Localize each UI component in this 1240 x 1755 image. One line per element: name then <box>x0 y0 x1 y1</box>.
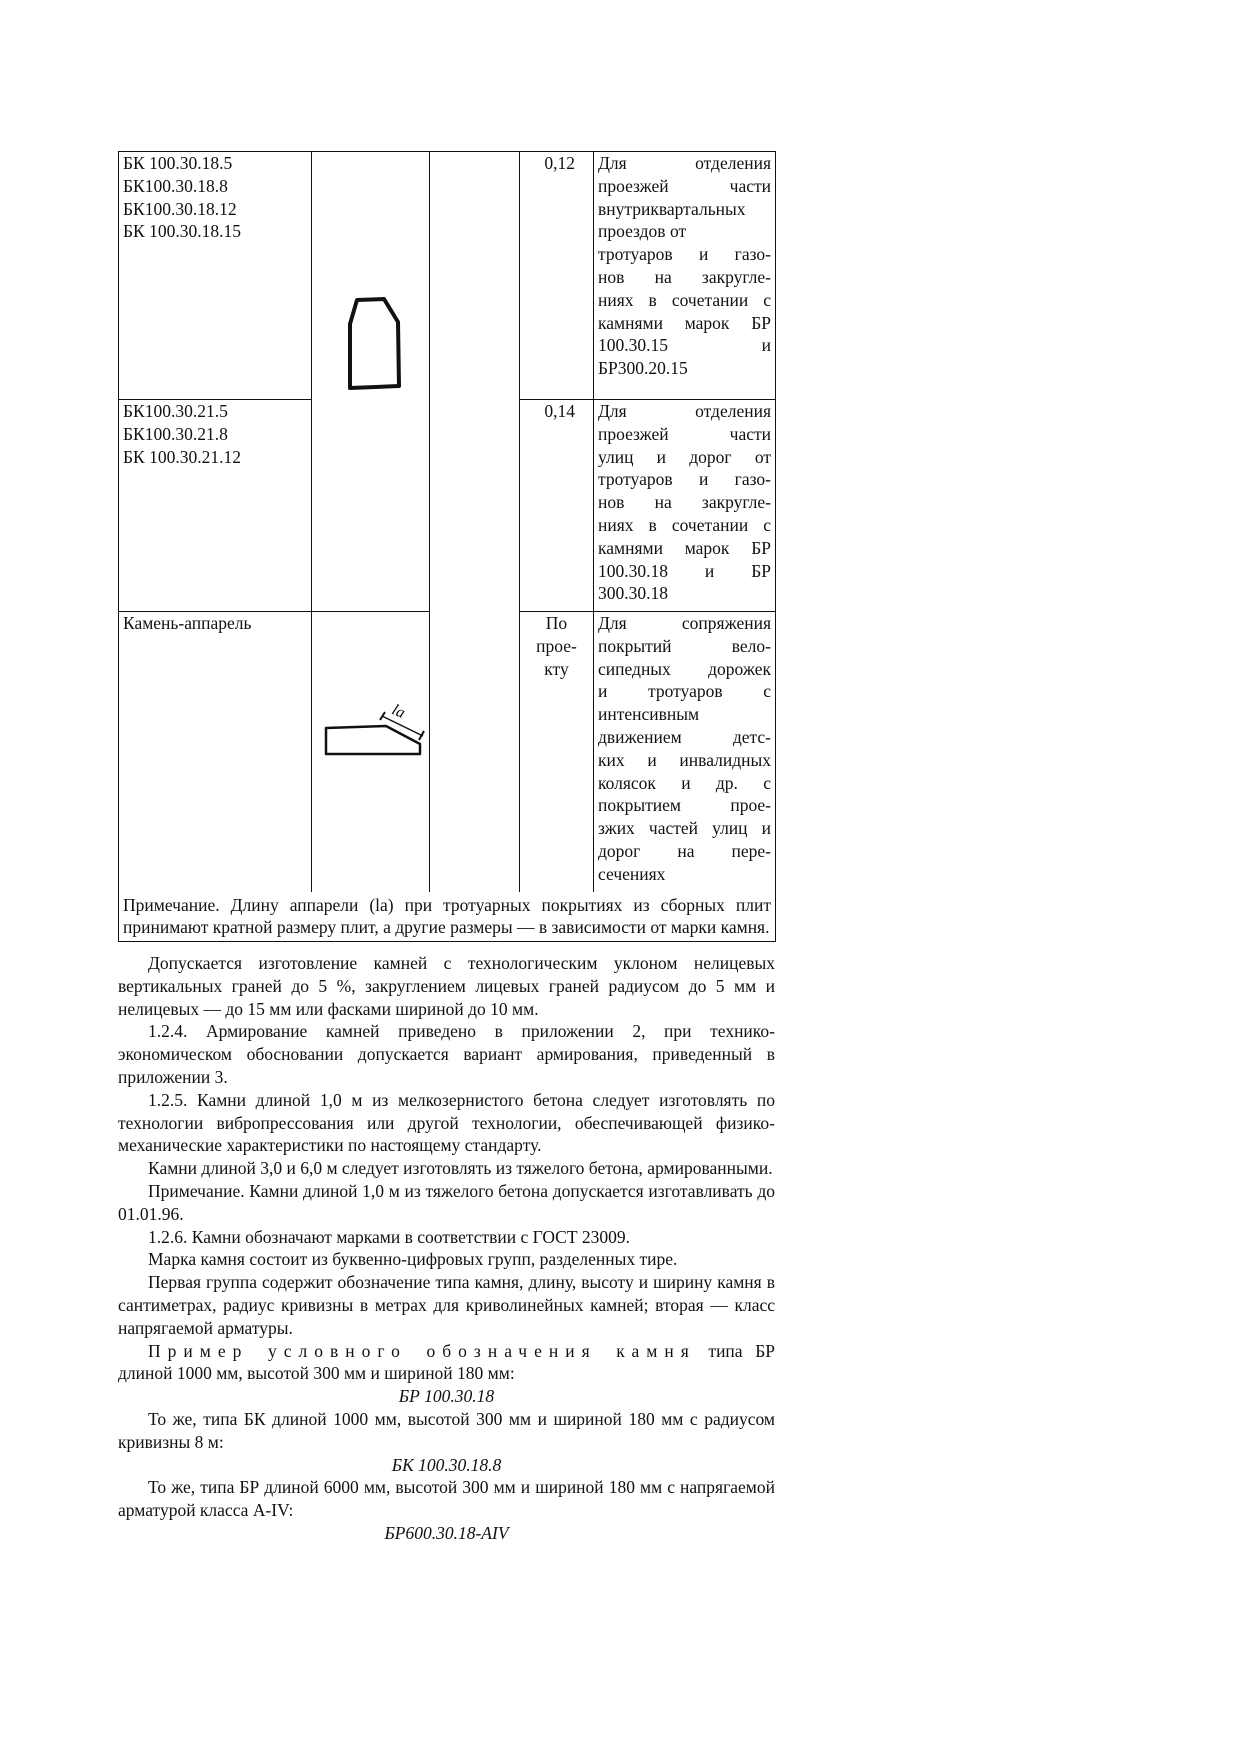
document-page <box>118 151 775 1545</box>
purpose-cell <box>594 400 776 612</box>
purpose-line: покрытий вело- <box>598 635 771 656</box>
paragraph: То же, типа БК длиной 1000 мм, высотой 300 мм и шириной 180 мм с радиусом кривизны 8 м: <box>118 1409 775 1452</box>
purpose-line: дорог на пере- <box>598 840 771 861</box>
volume-cell <box>520 612 594 892</box>
purpose-line: 100.30.18 и БР <box>598 560 771 581</box>
volume-cell: 0,12 <box>520 152 594 400</box>
purpose-line: камнями марок БР <box>598 537 771 558</box>
purpose-line: зжих частей улиц и <box>598 818 771 839</box>
paragraph-rest: типа БР длиной 1000 мм, высотой 300 мм и шириной 180 мм: <box>118 1340 775 1384</box>
paragraph: Допускается изготовление камней с технологическим уклоном нелицевых вертикальных граней до 5 %, закруглением лицевых граней радиусом до 5 мм и нелицевых — до 15 мм или фасками шириной до 10 мм. <box>118 953 775 1019</box>
paragraph: То же, типа БР длиной 6000 мм, высотой 300 мм и шириной 180 мм с напрягаемой арматурой класса A-IV: <box>118 1477 775 1521</box>
table-row <box>119 152 776 400</box>
empty-column-cell <box>430 152 520 892</box>
purpose-line: тротуаров и газо- <box>598 469 771 490</box>
ramp-figure-cell <box>312 612 430 892</box>
purpose-line: нов на закругле- <box>598 266 771 287</box>
purpose-line: покрытием прое- <box>598 795 771 816</box>
designation-example: БР600.30.18-AIV <box>384 1523 509 1544</box>
paragraph: 1.2.4. Армирование камней приведено в приложении 2, при технико-экономическом обосновании допускается вариант армирования, приведенный в приложении 3. <box>118 1021 775 1088</box>
paragraph: Камни длиной 3,0 и 6,0 м следует изготовлять из тяжелого бетона, армированными. <box>148 1158 773 1179</box>
trapezoid-profile-icon <box>312 152 430 612</box>
purpose-line: интенсивным <box>598 704 700 725</box>
purpose-line: камнями марок БР <box>598 312 771 333</box>
paragraph: 1.2.6. Камни обозначают марками в соответствии с ГОСТ 23009. <box>148 1226 631 1247</box>
purpose-line: внутриквартальных проездов от <box>598 198 746 242</box>
purpose-line: ниях в сочетании с <box>598 514 771 535</box>
purpose-line: Для отделения <box>598 153 771 173</box>
purpose-line: нов на закругле- <box>598 492 771 513</box>
purpose-line: Для сопряжения <box>598 613 771 633</box>
purpose-line: проезжей части <box>598 175 771 196</box>
paragraph: 1.2.5. Камни длиной 1,0 м из мелкозернистого бетона следует изготовлять по технологии вибропрессования или другой технологии, обеспечивающей физико-механические характеристики по настоящему стандарту. <box>118 1089 775 1156</box>
stone-types-table <box>118 151 776 942</box>
purpose-line: колясок и др. с <box>598 772 771 793</box>
purpose-line: сипедных дорожек <box>598 658 771 679</box>
mark-cell: БК 100.30.18.5 БК100.30.18.8 БК100.30.18.12 БК 100.30.18.15 <box>119 152 312 400</box>
purpose-line: 300.30.18 <box>598 583 668 604</box>
purpose-line: Для отделения <box>598 401 771 421</box>
ramp-profile-icon <box>312 612 430 892</box>
purpose-line: проезжей части <box>598 423 771 444</box>
mark-cell: БК100.30.21.5 БК100.30.21.8 БК 100.30.21.12 <box>119 400 312 612</box>
purpose-cell <box>594 612 776 892</box>
mark-cell: Камень-аппарель <box>119 612 312 892</box>
purpose-line: сечениях <box>598 863 666 884</box>
ramp-length-label: lа <box>389 701 408 722</box>
paragraph: Марка камня состоит из буквенно-цифровых групп, разделенных тире. <box>148 1249 678 1270</box>
volume-cell: 0,14 <box>520 400 594 612</box>
designation-example: БР 100.30.18 <box>398 1386 495 1407</box>
purpose-line: 100.30.15 и <box>598 335 771 356</box>
body-text <box>118 952 775 1545</box>
paragraph: Примечание. Камни длиной 1,0 м из тяжелого бетона допускается изготавливать до 01.01.96. <box>118 1181 775 1224</box>
profile-figure-cell <box>312 152 430 612</box>
designation-example: БК 100.30.18.8 <box>391 1454 502 1475</box>
purpose-line: ниях в сочетании с <box>598 289 771 310</box>
purpose-line: БР300.20.15 <box>598 358 688 379</box>
table-note-row <box>119 892 776 942</box>
purpose-cell <box>594 152 776 400</box>
volume-text: По прое- кту <box>536 613 577 679</box>
paragraph: Первая группа содержит обозначение типа камня, длину, высоту и ширину камня в сантиметрах, радиус кривизны в метрах для криволинейных камней; вторая — класс напрягаемой арматуры. <box>118 1272 775 1338</box>
table-note: Примечание. Длину аппарели (lа) при тротуарных покрытиях из сборных плит принимают кратной размеру плит, а другие размеры — в зависимости от марки камня. <box>119 892 776 942</box>
purpose-line: ких и инвалидных <box>598 749 771 770</box>
purpose-line: улиц и дорог от <box>598 446 771 467</box>
paragraph <box>118 1340 775 1386</box>
purpose-line: тротуаров и газо- <box>598 244 771 265</box>
spaced-emphasis: Пример условного обозначения камня <box>148 1340 696 1361</box>
purpose-line: и тротуаров с <box>598 681 771 702</box>
purpose-line: движением детс- <box>598 726 771 747</box>
